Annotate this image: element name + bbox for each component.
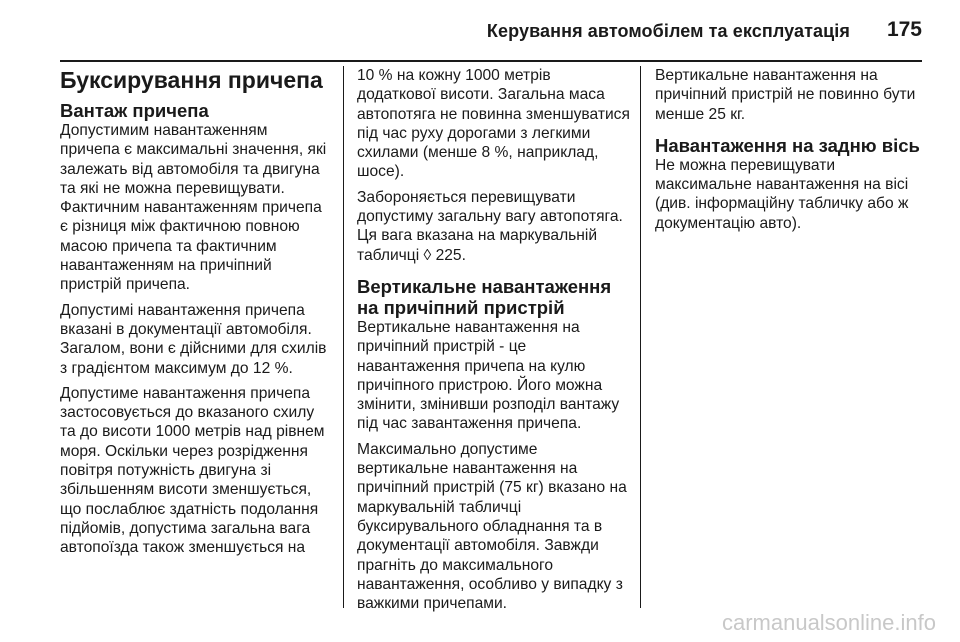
paragraph: Вертикальне навантаження на причіпний пристрій не повинно бути менше 25 кг. — [655, 67, 916, 123]
subsection-heading-rear-axle-load: Навантаження на задню вісь — [655, 134, 920, 156]
header-title: Керування автомобілем та експлуатація — [486, 21, 850, 41]
header-divider — [60, 60, 922, 62]
section-heading: Буксирування причепа — [60, 67, 323, 93]
paragraph: Не можна перевищувати максимальне навантаження на вісі (див. інформаційну табличку або ж документацію авто). — [655, 156, 909, 232]
paragraph: Вертикальне навантаження на причіпний пристрій - це навантаження причепа на кулю причіпного пристрою. Його можна змінити, змінивши розподіл вантажу під час завантаження причепа. — [357, 318, 620, 433]
watermark: carmanualsonline.info — [721, 610, 936, 635]
page-number: 175 — [886, 18, 922, 41]
subsection-heading-vertical-load: Вертикальне навантаження на причіпний пристрій — [357, 275, 612, 318]
paragraph: 10 % на кожну 1000 метрів додаткової висоти. Загальна маса автопотяга не повинна зменшуватися під час руху дорогами з легкими схилами (менше 8 %, наприклад, шосе). — [357, 67, 630, 181]
column-1 — [60, 66, 328, 564]
paragraph: Допустимі навантаження причепа вказані в документації автомобіля. Загалом, вони є дійсними для схилів з градієнтом максимум до 12 %. — [60, 301, 327, 377]
column-divider-1 — [343, 66, 344, 608]
paragraph: Допустиме навантаження причепа застосовується до вказаного схилу та до висоти 1000 метрів над рівнем моря. Оскільки через розрідження повітря потужність двигуна зі збільшенням висоти зменшується, що послаблює здатність подолання підйомів, допустима загальна вага автопоїзда також зменшується на — [60, 384, 325, 557]
running-header — [0, 0, 960, 62]
column-divider-2 — [640, 66, 641, 608]
paragraph-with-page-reference: Забороняється перевищувати допустиму загальну вагу автопотяга. Ця вага вказана на маркувальній табличці ◊ 225. — [357, 188, 623, 264]
column-3 — [655, 66, 927, 239]
column-2 — [357, 66, 632, 619]
subsection-heading-trailer-load: Вантаж причепа — [60, 100, 209, 121]
paragraph: Максимально допустиме вертикальне навантаження на причіпний пристрій (75 кг) вказано на маркувальній табличці буксирувального обладнання та в документації автомобіля. Завжди прагніть до максимального навантаження, особливо у випадку з важкими причепами. — [357, 440, 627, 613]
paragraph: Допустимим навантаженням причепа є максимальні значення, які залежать від автомобіля та двигуна та які не можна перевищувати. Фактичним навантаженням причепа є різниця між фактичною повною масою причепа та фактичним навантаженням на причіпний пристрій причепа. — [60, 122, 327, 294]
